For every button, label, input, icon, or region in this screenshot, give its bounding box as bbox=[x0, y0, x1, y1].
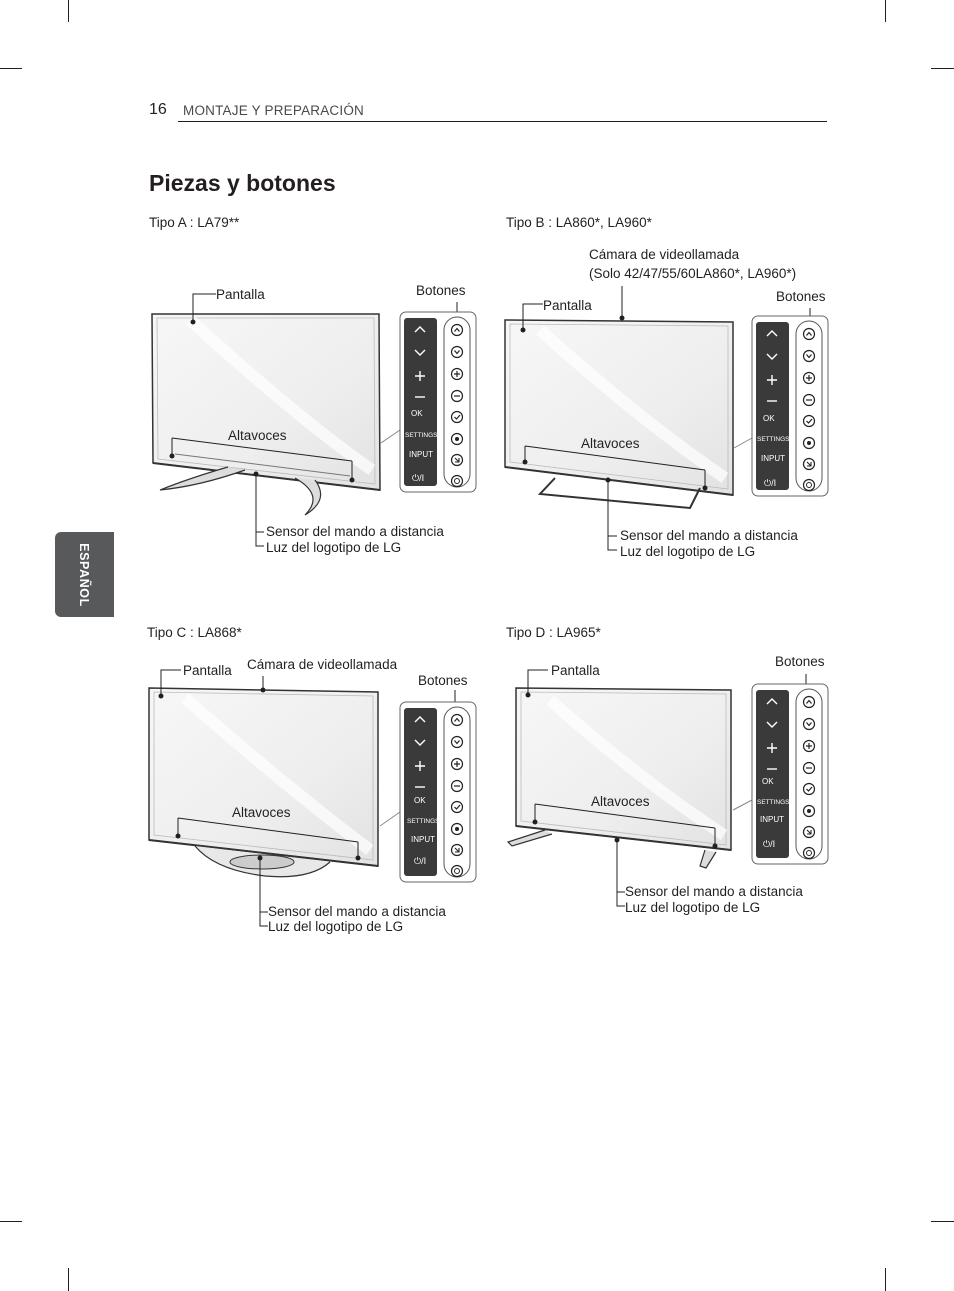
type-c-remote-sensor-label: Sensor del mando a distancia bbox=[268, 904, 446, 919]
power-label: ⏻/I bbox=[412, 473, 425, 483]
type-b-remote-sensor-label: Sensor del mando a distancia bbox=[620, 528, 798, 543]
power-label: ⏻/I bbox=[763, 839, 776, 849]
type-a-buttons-label: Botones bbox=[416, 283, 466, 298]
settings-label: SETTINGS bbox=[757, 799, 790, 806]
tv-type-b-drawing bbox=[505, 286, 828, 550]
ok-label: OK bbox=[762, 777, 774, 786]
ok-label: OK bbox=[411, 409, 423, 418]
settings-label: SETTINGS bbox=[757, 436, 790, 443]
type-c-screen-label: Pantalla bbox=[183, 663, 232, 678]
type-d-speakers-label: Altavoces bbox=[591, 794, 650, 809]
type-c-label: Tipo C : LA868* bbox=[147, 625, 242, 640]
type-b-camera-note: (Solo 42/47/55/60LA860*, LA960*) bbox=[589, 266, 797, 281]
power-label: ⏻/I bbox=[414, 856, 427, 866]
tv-type-a-drawing bbox=[152, 294, 476, 546]
type-c-speakers-label: Altavoces bbox=[232, 805, 291, 820]
language-tab-label: ESPAÑOL bbox=[77, 543, 91, 607]
type-a-screen-label: Pantalla bbox=[216, 287, 265, 302]
tv-type-d-drawing bbox=[508, 670, 828, 906]
type-b-logo-light-label: Luz del logotipo de LG bbox=[620, 544, 756, 559]
settings-label: SETTINGS bbox=[405, 432, 438, 439]
type-b-camera-label: Cámara de videollamada bbox=[589, 247, 740, 262]
type-c-camera-label: Cámara de videollamada bbox=[247, 657, 398, 672]
type-b-screen-label: Pantalla bbox=[543, 298, 592, 313]
type-a-label: Tipo A : LA79** bbox=[149, 215, 240, 230]
type-a-speakers-label: Altavoces bbox=[228, 428, 287, 443]
input-label: INPUT bbox=[409, 450, 433, 459]
type-a-remote-sensor-label: Sensor del mando a distancia bbox=[266, 524, 444, 539]
type-b-label: Tipo B : LA860*, LA960* bbox=[506, 215, 652, 230]
page-title: Piezas y botones bbox=[149, 170, 336, 196]
input-label: INPUT bbox=[760, 815, 784, 824]
ok-label: OK bbox=[763, 414, 775, 423]
input-label: INPUT bbox=[761, 454, 785, 463]
type-d-buttons-label: Botones bbox=[775, 654, 825, 669]
type-d-screen-label: Pantalla bbox=[551, 663, 600, 678]
type-d-logo-light-label: Luz del logotipo de LG bbox=[625, 900, 761, 915]
type-c-logo-light-label: Luz del logotipo de LG bbox=[268, 919, 404, 934]
type-a-logo-light-label: Luz del logotipo de LG bbox=[266, 540, 402, 555]
type-b-buttons-label: Botones bbox=[776, 289, 826, 304]
settings-label: SETTINGS bbox=[407, 818, 440, 825]
type-d-label: Tipo D : LA965* bbox=[506, 625, 601, 640]
type-b-speakers-label: Altavoces bbox=[581, 436, 640, 451]
type-c-buttons-label: Botones bbox=[418, 673, 468, 688]
section-title: MONTAJE Y PREPARACIÓN bbox=[183, 103, 364, 118]
power-label: ⏻/I bbox=[764, 478, 777, 488]
input-label: INPUT bbox=[411, 835, 435, 844]
page-number: 16 bbox=[149, 101, 167, 118]
type-d-remote-sensor-label: Sensor del mando a distancia bbox=[625, 884, 803, 899]
ok-label: OK bbox=[414, 796, 426, 805]
tv-type-c-drawing bbox=[149, 670, 476, 926]
